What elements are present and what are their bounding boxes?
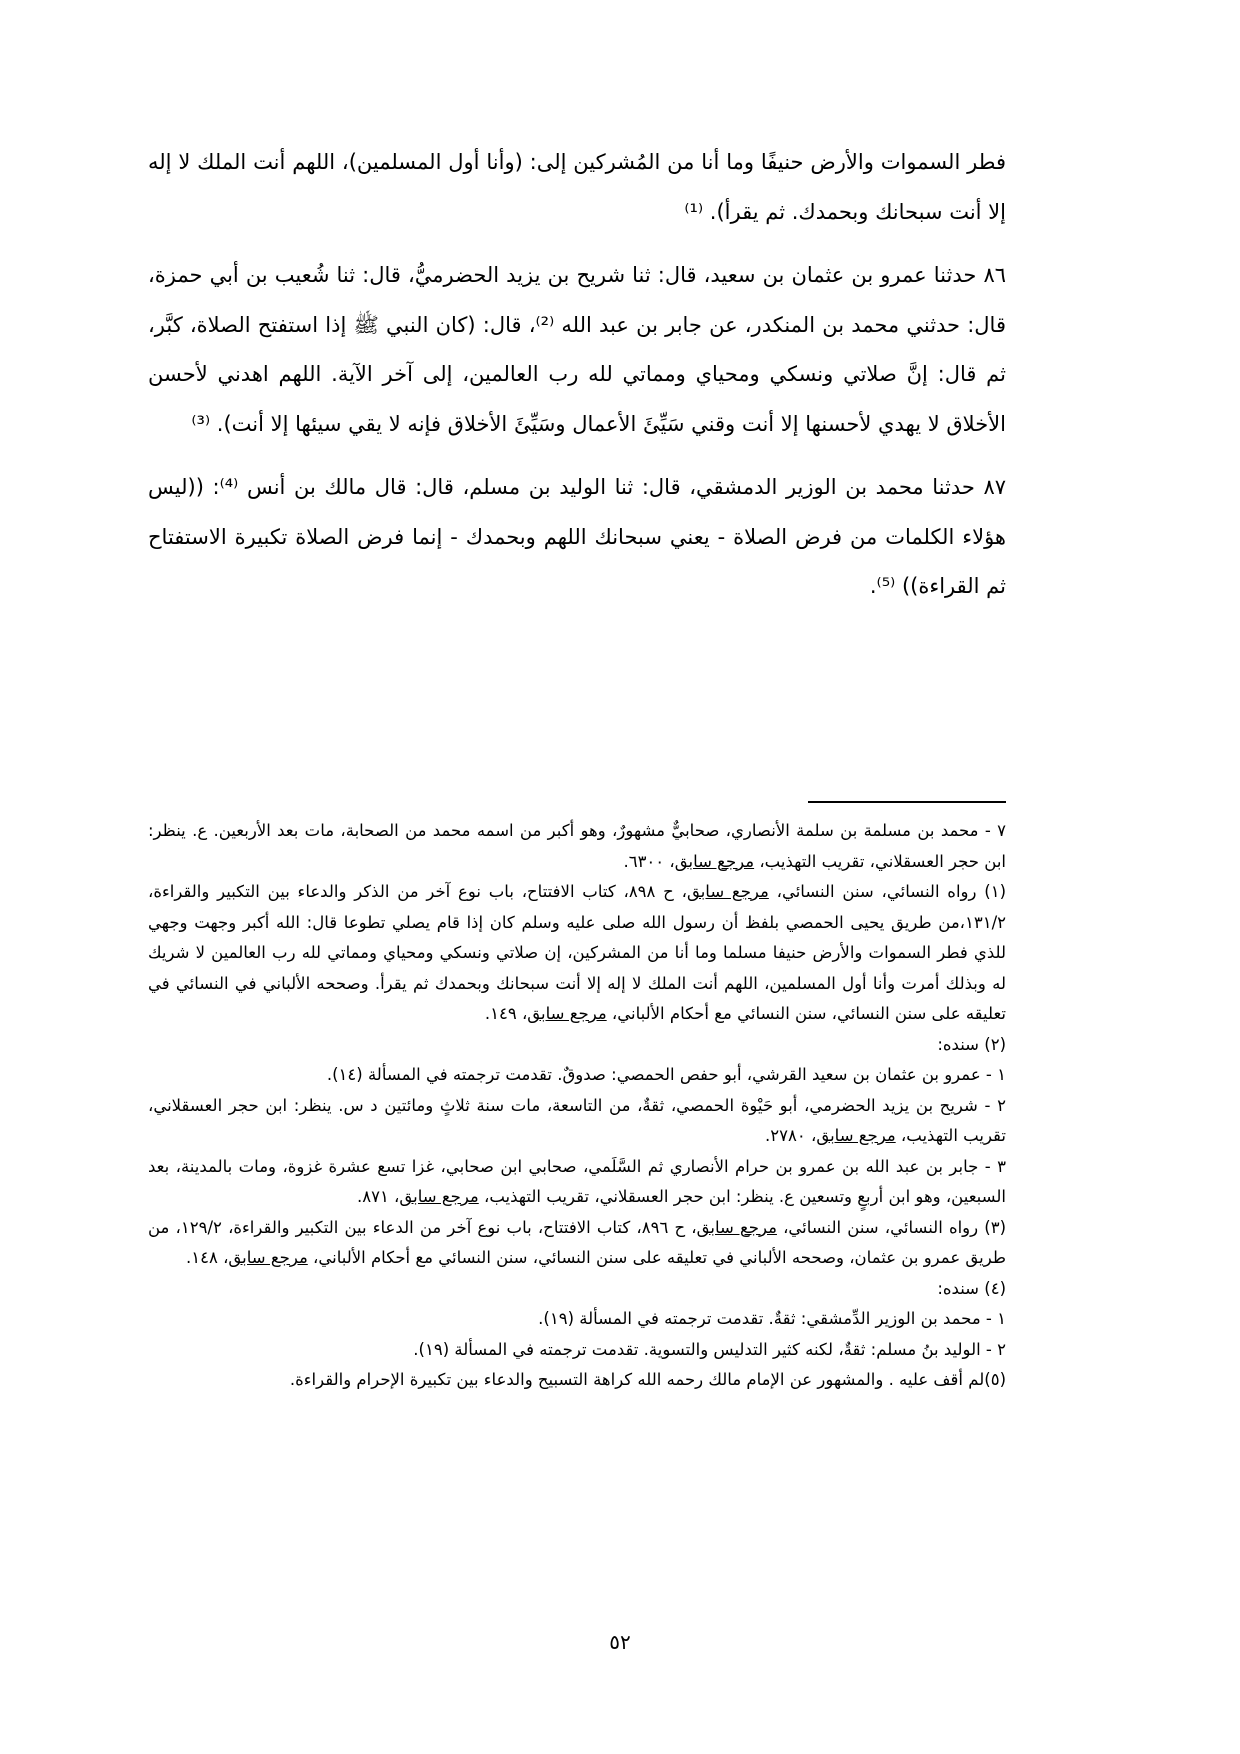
paragraph-hadith-87: ٨٧ حدثنا محمد بن الوزير الدمشقي، قال: ثنا الوليد بن مسلم، قال: قال مالك بن أنس ⁽⁴⁾: ((ليس هؤلاء الكلمات من فرض الصلاة - يعني سبحانك اللهم وبحمدك - إنما فرض الصلاة تكبيرة الاستفتاح ثم القراءة)) ⁽⁵⁾. bbox=[148, 475, 1007, 598]
footnote-3: (٣) رواه النسائي، سنن النسائي، مرجع سابق، ح ٨٩٦، كتاب الافتتاح، باب نوع آخر من الدعاء بين التكبير والقراءة، ١٢٩/٢، من طريق عمرو بن عثمان، وصححه الألباني في تعليقه على سنن النسائي، سنن النسائي مع أحكام الألباني، مرجع سابق، ١٤٨. bbox=[148, 1217, 1007, 1267]
paragraph-hadith-86: ٨٦ حدثنا عمرو بن عثمان بن سعيد، قال: ثنا شريح بن يزيد الحضرميُّ، قال: ثنا شُعيب بن أبي حمزة، قال: حدثني محمد بن المنكدر، عن جابر بن عبد الله ⁽²⁾، قال: (كان النبي ﷺ إذا استفتح الصلاة، كبَّر، ثم قال: إنَّ صلاتي ونسكي ومحياي ومماتي لله رب العالمين، إلى آخر الآية. اللهم اهدني لأحسن الأخلاق لا يهدي لأحسنها إلا أنت وقني سَيِّئَ الأعمال وسَيِّئَ الأخلاق فإنه لا يقي سيئها إلا أنت). ⁽³⁾ bbox=[148, 263, 1006, 436]
footnote-2-heading: (٢) سنده: bbox=[937, 1034, 1006, 1054]
footnote-1: (١) رواه النسائي، سنن النسائي، مرجع سابق، ح ٨٩٨، كتاب الافتتاح، باب نوع آخر من الذكر والدعاء بين التكبير والقراءة، ١٣١/٢،من طريق يحيى الحمصي بلفظ أن رسول الله صلى عليه وسلم كان إذا قام يصلي تطوعا قال: الله أكبر وجهت وجهي للذي فطر السموات والأرض حنيفا مسلما وما أنا من المشركين، إن صلاتي ونسكي ومحياي ومماتي لله رب العالمين لا شريك له وبذلك أمرت وأنا أول المسلمين، اللهم أنت الملك لا إله إلا أنت سبحانك وبحمدك ثم يقرأ. وصححه الألباني في النسائي في تعليقه على سنن النسائي، سنن النسائي مع أحكام الألباني، مرجع سابق، ١٤٩. bbox=[148, 882, 1006, 1023]
footnote-2-narrator-2: ٢ - شريح بن يزيد الحضرمي، أبو حَيْوة الحمصي، ثقةٌ، من التاسعة، مات سنة ثلاثٍ ومائتين د س. ينظر: ابن حجر العسقلاني، تقريب التهذيب، مرجع سابق، ٢٧٨٠. bbox=[148, 1095, 1006, 1145]
footnote-4-heading: (٤) سنده: bbox=[937, 1278, 1006, 1298]
paragraph-opening-dua: فطر السموات والأرض حنيفًا وما أنا من المُشركين إلى: (وأنا أول المسلمين)، اللهم أنت الملك لا إله إلا أنت سبحانك وبحمدك. ثم يقرأ). ⁽¹⁾ bbox=[148, 150, 1006, 224]
footnote-7: ٧ - محمد بن مسلمة بن سلمة الأنصاري، صحابيٌّ مشهورٌ، وهو أكبر من اسمه محمد من الصحابة، مات بعد الأربعين. ع. ينظر: ابن حجر العسقلاني، تقريب التهذيب، مرجع سابق، ٦٣٠٠. bbox=[148, 821, 1006, 871]
main-text bbox=[148, 138, 1006, 626]
footnotes bbox=[148, 816, 1006, 1396]
footnote-2-narrator-3: ٣ - جابر بن عبد الله بن عمرو بن حرام الأنصاري ثم السَّلَمي، صحابي ابن صحابي، غزا تسع عشرة غزوة، ومات بالمدينة، بعد السبعين، وهو ابن أربعٍ وتسعين ع. ينظر: ابن حجر العسقلاني، تقريب التهذيب، مرجع سابق، ٨٧١. bbox=[148, 1156, 1006, 1206]
footnote-2-narrator-1: ١ - عمرو بن عثمان بن سعيد القرشي، أبو حفص الحمصي: صدوقٌ. تقدمت ترجمته في المسألة (١٤). bbox=[326, 1065, 1006, 1084]
footnote-separator bbox=[808, 801, 1006, 803]
footnote-4-narrator-2: ٢ - الوليد بنُ مسلم: ثقةٌ، لكنه كثير التدليس والتسوية. تقدمت ترجمته في المسألة (١٩). bbox=[413, 1339, 1006, 1359]
page-number: ٥٢ bbox=[609, 1630, 631, 1654]
footnote-5: (٥)لم أقف عليه . والمشهور عن الإمام مالك رحمه الله كراهة التسبيح والدعاء بين تكبيرة الإحرام والقراءة. bbox=[289, 1370, 1006, 1389]
footnote-4-narrator-1: ١ - محمد بن الوزير الدِّمشقي: ثقةٌ. تقدمت ترجمته في المسألة (١٩). bbox=[538, 1309, 1006, 1328]
